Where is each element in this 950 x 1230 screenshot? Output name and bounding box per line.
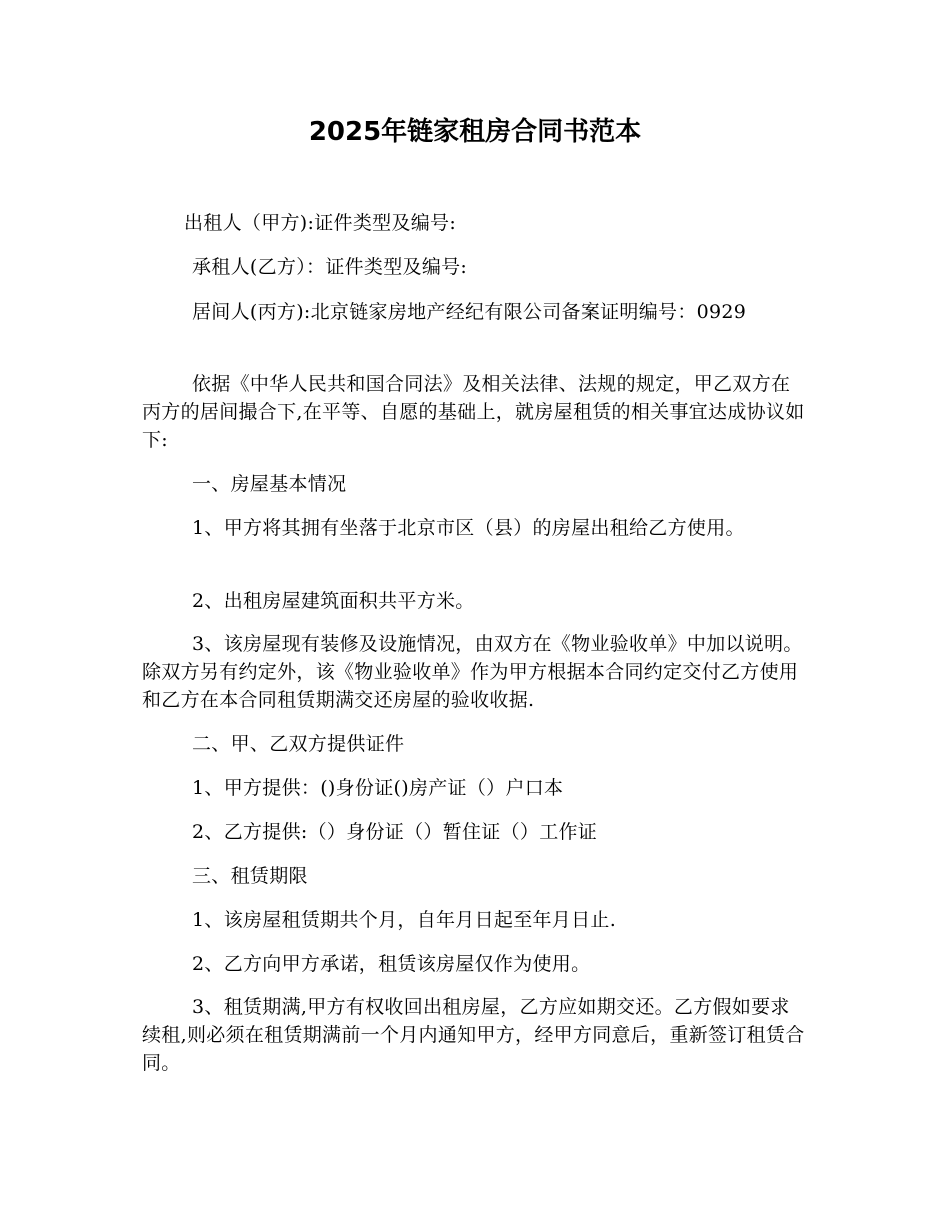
clause-3-2: 2、乙方向甲方承诺，租赁该房屋仅作为使用。 <box>192 953 591 975</box>
clause-1-2: 2、出租房屋建筑面积共平方米。 <box>192 590 475 612</box>
section-heading-1: 一、房屋基本情况 <box>192 473 347 495</box>
document-title: 2025年链家租房合同书范本 <box>308 117 642 147</box>
clause-2-1: 1、甲方提供：()身份证()房产证（）户口本 <box>192 777 564 799</box>
intermediary-line: 居间人(丙方):北京链家房地产经纪有限公司备案证明编号：0929 <box>192 301 747 323</box>
section-heading-2: 二、甲、乙双方提供证件 <box>192 733 405 755</box>
clause-2-2: 2、乙方提供:（）身份证（）暂住证（）工作证 <box>192 821 598 843</box>
preamble-paragraph: 依据《中华人民共和国合同法》及相关法律、法规的规定，甲乙双方在丙方的居间撮合下,在平等、自愿的基础上，就房屋租赁的相关事宜达成协议如下: <box>142 373 805 451</box>
lessee-line: 承租人(乙方）：证件类型及编号: <box>192 256 468 278</box>
clause-3-1: 1、该房屋租赁期共个月，自年月日起至年月日止. <box>192 909 617 931</box>
clause-1-3: 3、该房屋现有装修及设施情况，由双方在《物业验收单》中加以说明。除双方另有约定外，该《物业验收单》作为甲方根据本合同约定交付乙方使用和乙方在本合同租赁期满交还房屋的验收收据. <box>142 633 803 711</box>
clause-3-3: 3、租赁期满,甲方有权收回出租房屋，乙方应如期交还。乙方假如要求续租,则必须在租赁期满前一个月内通知甲方，经甲方同意后，重新签订租赁合同。 <box>142 996 805 1074</box>
lessor-line: 出租人（甲方):证件类型及编号: <box>184 212 457 234</box>
section-heading-3: 三、租赁期限 <box>192 865 308 887</box>
clause-1-1: 1、甲方将其拥有坐落于北京市区（县）的房屋出租给乙方使用。 <box>192 517 745 539</box>
